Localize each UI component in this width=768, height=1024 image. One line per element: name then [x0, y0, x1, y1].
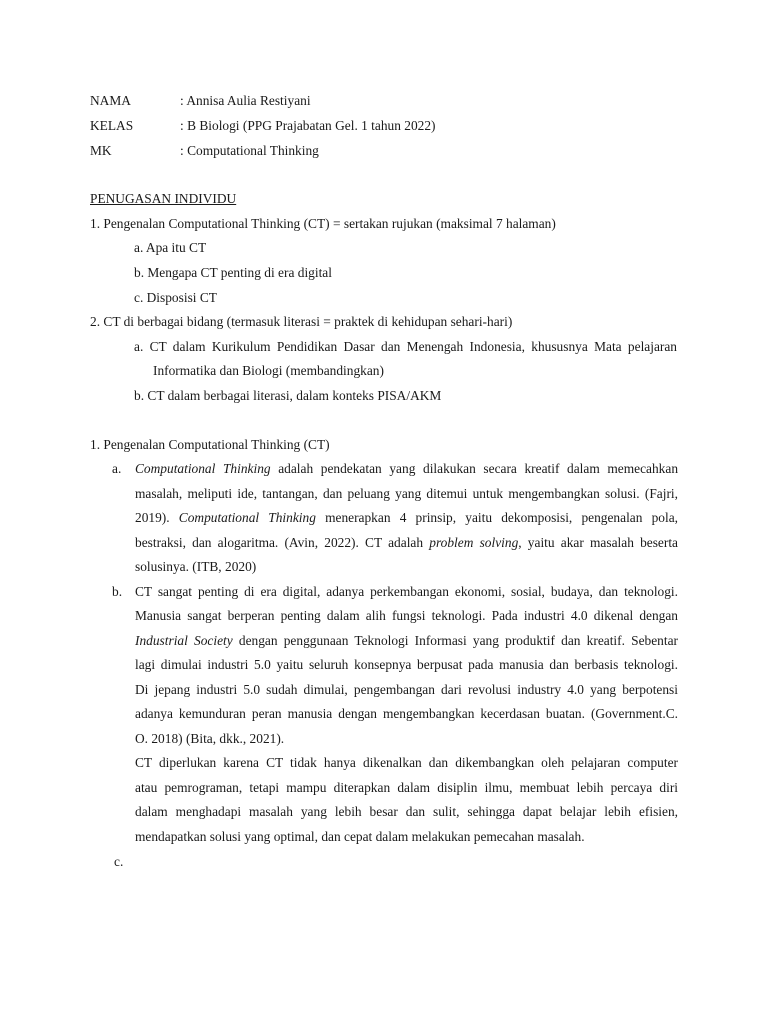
- answer-b-line-11: mendapatkan solusi yang optimal, dan cepat dalam melakukan pemecahan masalah.: [135, 829, 585, 844]
- answer-a-line-1: Computational Thinking adalah pendekatan yang dilakukan secara kreatif dalam memecahkan: [135, 461, 679, 476]
- answer-a-line-4: bestraksi, dan alogaritma. (Avin, 2022). CT adalah problem solving, yaitu akar masalah beserta: [135, 535, 678, 550]
- answer-a-line-2: masalah, meliputi ide, tantangan, dan peluang yang ditemui untuk mengembangkan solusi. (Fajri,: [135, 486, 678, 501]
- answer-heading: 1. Pengenalan Computational Thinking (CT): [90, 437, 330, 452]
- answer-b-line-1: CT sangat penting di era digital, adanya perkembangan ekonomi, sosial, budaya, dan teknologi.: [135, 584, 678, 599]
- answer-b-line-7: O. 2018) (Bita, dkk., 2021).: [135, 731, 285, 746]
- assignment-item-1: 1. Pengenalan Computational Thinking (CT) = sertakan rujukan (maksimal 7 halaman): [90, 216, 556, 231]
- assignment-title: PENUGASAN INDIVIDU: [90, 191, 237, 206]
- assignment-item-1b: b. Mengapa CT penting di era digital: [134, 265, 332, 280]
- kelas-value: : B Biologi (PPG Prajabatan Gel. 1 tahun 2022): [180, 118, 436, 133]
- answer-b-marker: b.: [112, 584, 123, 599]
- kelas-label: KELAS: [90, 118, 134, 133]
- answer-b-line-3: Industrial Society dengan penggunaan Teknologi Informasi yang produktif dan kreatif. Sebentar: [135, 633, 678, 648]
- assignment-item-2: 2. CT di berbagai bidang (termasuk literasi = praktek di kehidupan sehari-hari): [90, 314, 513, 329]
- assignment-item-1a: a. Apa itu CT: [134, 240, 207, 255]
- nama-value: : Annisa Aulia Restiyani: [180, 93, 311, 108]
- answer-b-line-6: adanya kemunduran peran manusia dengan mengembangkan kecerdasan buatan. (Government.C.: [135, 706, 678, 721]
- answer-b-line-4: lagi dimulai industri 5.0 yaitu seluruh konsepnya berpusat pada manusia dan berbasis teknologi.: [135, 657, 678, 672]
- nama-label: NAMA: [90, 93, 131, 108]
- answer-b-line-9: atau pemrograman, tetapi mampu diterapkan dalam disiplin ilmu, membuat lebih percaya diri: [135, 780, 678, 795]
- mk-value: : Computational Thinking: [180, 143, 319, 158]
- answer-b-line-5: Di jepang industri 5.0 sudah dimulai, pengembangan dari revolusi industry 4.0 yang berpotensi: [135, 682, 678, 697]
- answer-b-line-2: Manusia sangat berperan penting dalam alih fungsi teknologi. Pada industri 4.0 dikenal dengan: [135, 608, 678, 623]
- assignment-item-2a-cont: Informatika dan Biologi (membandingkan): [153, 363, 384, 378]
- answer-a-line-3: 2019). Computational Thinking menerapkan 4 prinsip, yaitu dekomposisi, pengenalan pola,: [135, 510, 678, 525]
- assignment-item-1c: c. Disposisi CT: [134, 290, 217, 305]
- answer-b-line-8: CT diperlukan karena CT tidak hanya dikenalkan dan dikembangkan oleh pelajaran computer: [135, 755, 678, 770]
- assignment-item-2b: b. CT dalam berbagai literasi, dalam konteks PISA/AKM: [134, 388, 442, 403]
- answer-b-line-10: dalam menghadapi masalah yang lebih besar dan sulit, sehingga dapat belajar lebih efisien,: [135, 804, 678, 819]
- answer-c-marker: c.: [114, 854, 124, 869]
- mk-label: MK: [90, 143, 112, 158]
- answer-a-marker: a.: [112, 461, 122, 476]
- answer-a-line-5: solusinya. (ITB, 2020): [135, 559, 257, 574]
- assignment-item-2a: a. CT dalam Kurikulum Pendidikan Dasar dan Menengah Indonesia, khususnya Mata pelajaran: [134, 339, 677, 354]
